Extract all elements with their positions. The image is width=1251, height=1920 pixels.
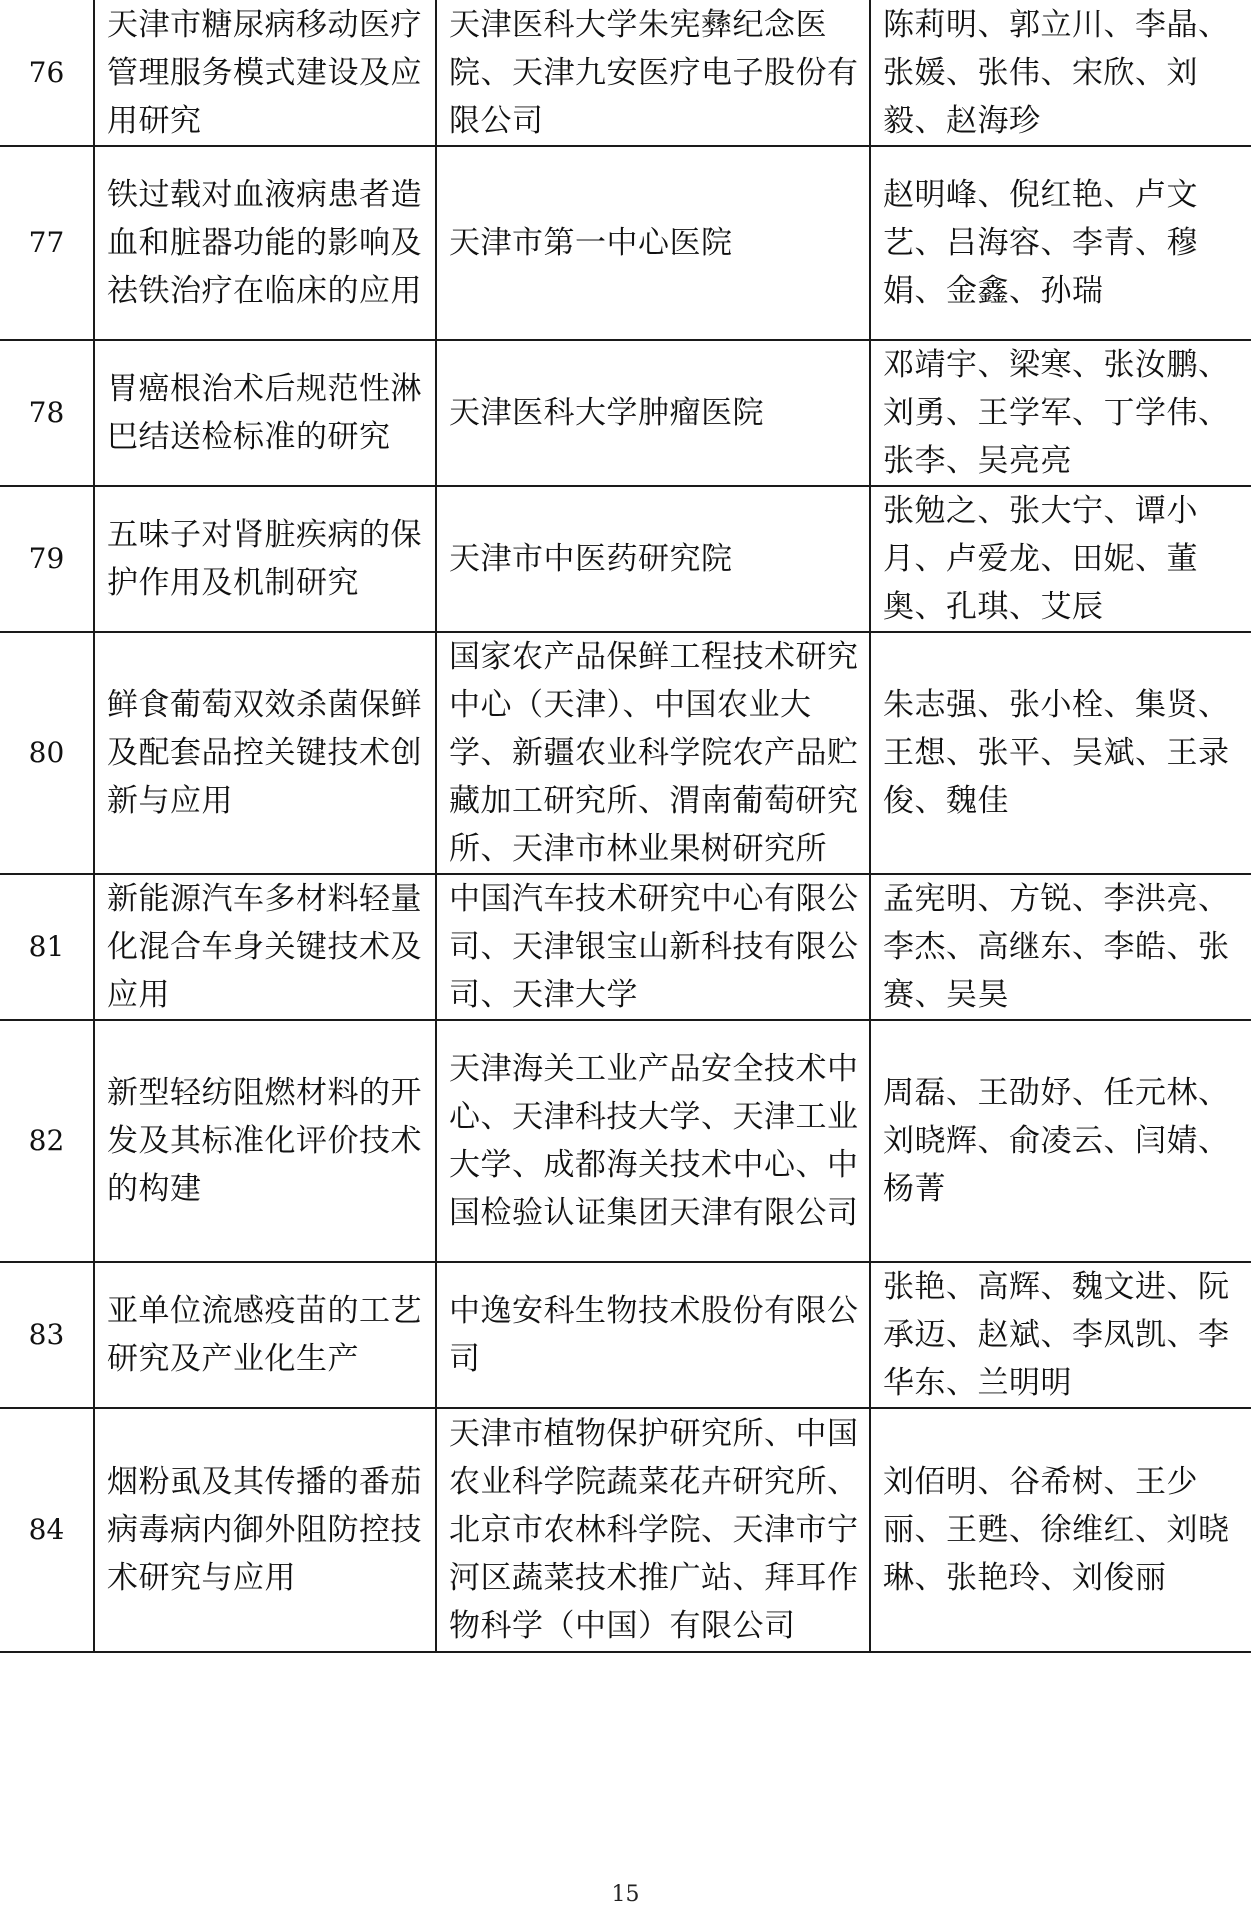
completing-units xyxy=(436,874,870,1020)
completing-units xyxy=(436,0,870,146)
completing-people xyxy=(870,1408,1251,1652)
completing-people xyxy=(870,874,1251,1020)
completing-people xyxy=(870,632,1251,874)
table-row xyxy=(0,1408,1251,1652)
project-name-text: 胃癌根治术后规范性淋巴结送检标准的研究 xyxy=(107,371,422,455)
project-name-text: 五味子对肾脏疾病的保护作用及机制研究 xyxy=(107,517,422,601)
project-name xyxy=(94,1020,436,1262)
completing-units xyxy=(436,340,870,486)
table-row xyxy=(0,1262,1251,1408)
row-number: 80 xyxy=(0,632,94,874)
completing-people-text: 赵明峰、倪红艳、卢文艺、吕海容、李青、穆娟、金鑫、孙瑞 xyxy=(883,177,1198,309)
completing-units-text: 天津医科大学肿瘤医院 xyxy=(449,395,764,431)
completing-units-text: 天津市植物保护研究所、中国农业科学院蔬菜花卉研究所、北京市农林科学院、天津市宁河区蔬菜技术推广站、拜耳作物科学（中国）有限公司 xyxy=(449,1416,859,1644)
table-row xyxy=(0,0,1251,146)
completing-people xyxy=(870,146,1251,340)
project-name-text: 新型轻纺阻燃材料的开发及其标准化评价技术的构建 xyxy=(107,1075,422,1207)
completing-units xyxy=(436,486,870,632)
project-name-text: 亚单位流感疫苗的工艺研究及产业化生产 xyxy=(107,1293,422,1377)
completing-units xyxy=(436,1408,870,1652)
completing-people-text: 张艳、高辉、魏文进、阮承迈、赵斌、李凤凯、李华东、兰明明 xyxy=(883,1269,1230,1401)
completing-units-text: 中国汽车技术研究中心有限公司、天津银宝山新科技有限公司、天津大学 xyxy=(449,881,859,1013)
completing-units xyxy=(436,146,870,340)
row-number: 79 xyxy=(0,486,94,632)
table-row xyxy=(0,874,1251,1020)
project-name-text: 鲜食葡萄双效杀菌保鲜及配套品控关键技术创新与应用 xyxy=(107,687,422,819)
project-name xyxy=(94,486,436,632)
row-number: 82 xyxy=(0,1020,94,1262)
table-row xyxy=(0,632,1251,874)
project-name xyxy=(94,632,436,874)
completing-units xyxy=(436,1020,870,1262)
row-number: 76 xyxy=(0,0,94,146)
completing-people-text: 邓靖宇、梁寒、张汝鹏、刘勇、王学军、丁学伟、张李、吴亮亮 xyxy=(883,347,1230,479)
completing-units-text: 中逸安科生物技术股份有限公司 xyxy=(449,1293,859,1377)
completing-people xyxy=(870,0,1251,146)
completing-people-text: 周磊、王劭妤、任元林、刘晓辉、俞凌云、闫婧、杨菁 xyxy=(883,1075,1230,1207)
completing-units-text: 天津海关工业产品安全技术中心、天津科技大学、天津工业大学、成都海关技术中心、中国检验认证集团天津有限公司 xyxy=(449,1051,859,1231)
row-number: 84 xyxy=(0,1408,94,1652)
row-number: 83 xyxy=(0,1262,94,1408)
completing-units-text: 天津市第一中心医院 xyxy=(449,225,733,261)
completing-units-text: 天津市中医药研究院 xyxy=(449,541,733,577)
project-name-text: 铁过载对血液病患者造血和脏器功能的影响及祛铁治疗在临床的应用 xyxy=(107,177,422,309)
table-row xyxy=(0,1020,1251,1262)
completing-people xyxy=(870,1020,1251,1262)
completing-people xyxy=(870,486,1251,632)
completing-people xyxy=(870,340,1251,486)
completing-people-text: 孟宪明、方锐、李洪亮、李杰、高继东、李皓、张赛、吴昊 xyxy=(883,881,1230,1013)
completing-people-text: 刘佰明、谷希树、王少丽、王甦、徐维红、刘晓琳、张艳玲、刘俊丽 xyxy=(883,1464,1230,1596)
project-name-text: 烟粉虱及其传播的番茄病毒病内御外阻防控技术研究与应用 xyxy=(107,1464,422,1596)
completing-units xyxy=(436,632,870,874)
completing-people-text: 陈莉明、郭立川、李晶、张媛、张伟、宋欣、刘毅、赵海珍 xyxy=(883,6,1230,139)
completing-units-text: 天津医科大学朱宪彝纪念医院、天津九安医疗电子股份有限公司 xyxy=(449,6,859,139)
project-name xyxy=(94,1408,436,1652)
project-name-text: 天津市糖尿病移动医疗管理服务模式建设及应用研究 xyxy=(107,6,422,139)
completing-people xyxy=(870,1262,1251,1408)
completing-units-text: 国家农产品保鲜工程技术研究中心（天津）、中国农业大学、新疆农业科学院农产品贮藏加工研究所、渭南葡萄研究所、天津市林业果树研究所 xyxy=(449,639,859,867)
table-row xyxy=(0,340,1251,486)
project-name xyxy=(94,0,436,146)
page-number: 15 xyxy=(611,1882,640,1907)
project-name xyxy=(94,146,436,340)
project-name xyxy=(94,1262,436,1408)
project-name xyxy=(94,874,436,1020)
completing-units xyxy=(436,1262,870,1408)
row-number: 77 xyxy=(0,146,94,340)
row-number: 78 xyxy=(0,340,94,486)
completing-people-text: 张勉之、张大宁、谭小月、卢爱龙、田妮、董奥、孔琪、艾辰 xyxy=(883,493,1198,625)
row-number: 81 xyxy=(0,874,94,1020)
project-name xyxy=(94,340,436,486)
table-row xyxy=(0,146,1251,340)
table-row xyxy=(0,486,1251,632)
completing-people-text: 朱志强、张小栓、集贤、王想、张平、吴斌、王录俊、魏佳 xyxy=(883,687,1230,819)
project-name-text: 新能源汽车多材料轻量化混合车身关键技术及应用 xyxy=(107,881,422,1013)
